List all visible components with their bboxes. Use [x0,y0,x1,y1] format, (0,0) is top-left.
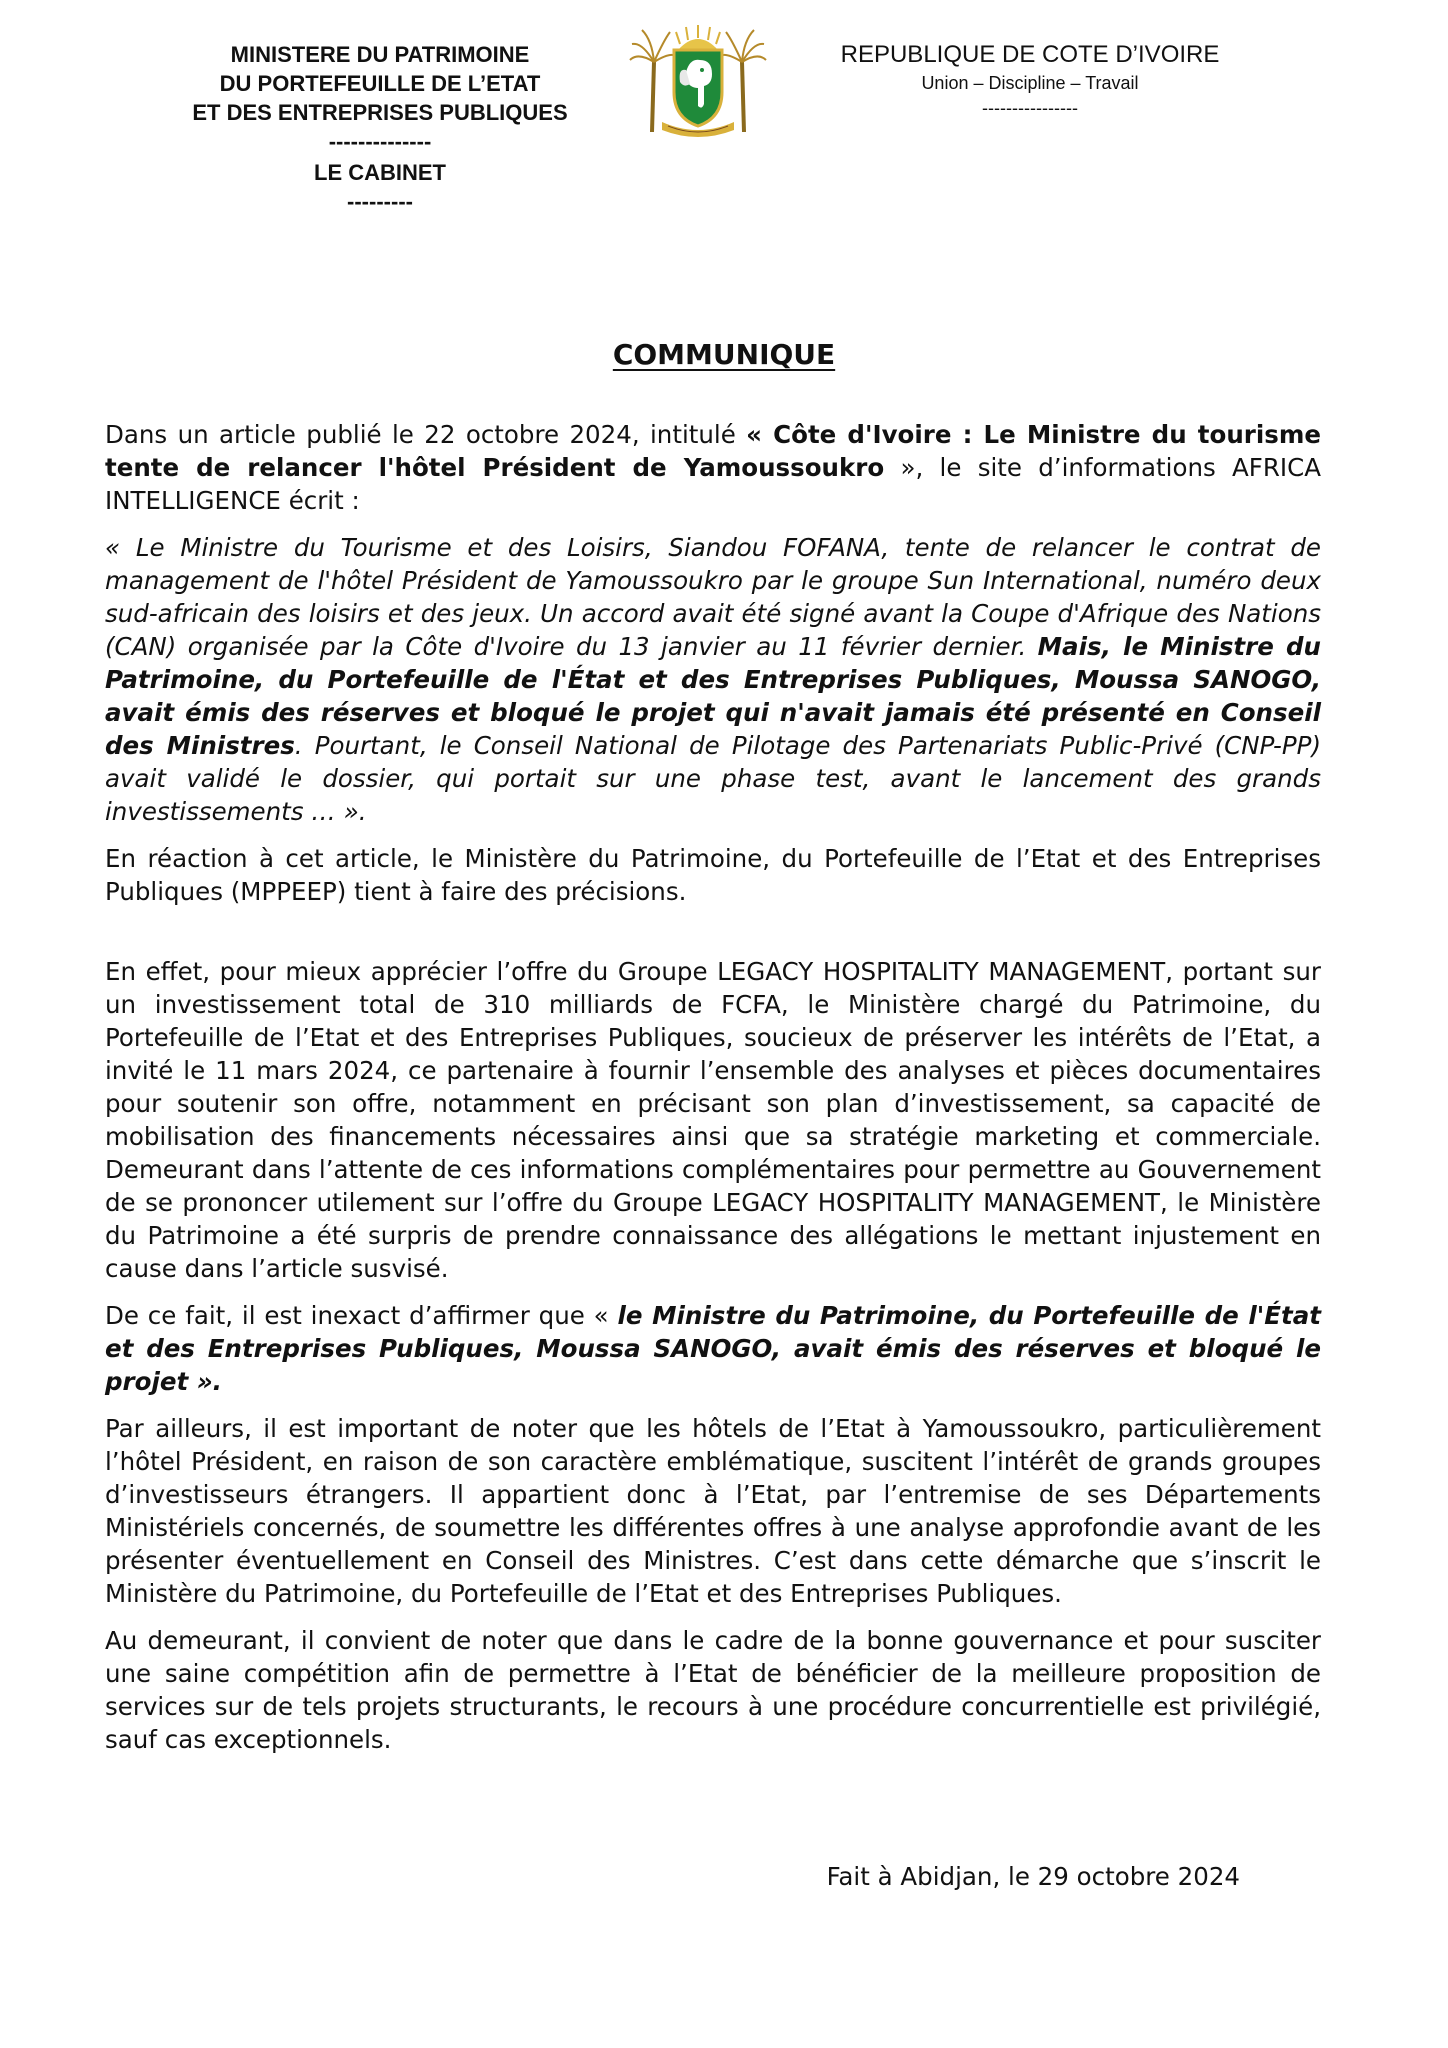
document-body [105,418,1321,1770]
paragraph-3: En réaction à cet article, le Ministère du Patrimoine, du Portefeuille de l’Etat et des Entreprises Publiques (MPPEEP) tient à faire des précisions. [105,844,1321,906]
republic-motto: Union – Discipline – Travail [921,73,1139,93]
paragraph-1-text-a: Dans un article publié le 22 octobre 2024, intitulé [105,420,747,449]
republic-header [820,40,1240,120]
ministry-line-2: DU PORTEFEUILLE DE L’ETAT [219,71,541,96]
article-title: « Côte d'Ivoire : Le Ministre du tourisme tente de relancer l'hôtel Président de Yamoussoukro [105,420,1321,482]
ministry-separator-2: --------- [347,189,413,214]
paragraph-2-bold-claim: Mais, le Ministre du Patrimoine, du Portefeuille de l'État et des Entreprises Publiques, Moussa SANOGO, avait émis des réserves et bloqué le projet qui n'avait jamais été présenté en Conseil des Ministres [105,632,1321,760]
document-title: COMMUNIQUE [612,338,836,371]
paragraph-2-text-c: . Pourtant, le Conseil National de Pilotage des Partenariats Public-Privé (CNP-PP) avait validé le dossier, qui portait sur une phase test, avant le lancement des grands investissements … ». [105,731,1322,826]
ministry-header [140,40,620,216]
ministry-separator-1: -------------- [328,129,432,154]
republic-separator: ---------------- [982,98,1078,118]
paragraph-4: En effet, pour mieux apprécier l’offre du Groupe LEGACY HOSPITALITY MANAGEMENT, portant sur un investissement total de 310 milliards de FCFA, le Ministère chargé du Patrimoine, du Portefeuille de l’Etat et des Entreprises Publiques, soucieux de préserver les intérêts de l’Etat, a invité le 11 mars 2024, ce partenaire à fournir l’ensemble des analyses et pièces documentaires pour soutenir son offre, notamment en précisant son plan d’investissement, sa capacité de mobilisation des financements nécessaires ainsi que sa stratégie marketing et commerciale. Demeurant dans l’attente de ces informations complémentaires pour permettre au Gouvernement de se prononcer utilement sur l’offre du Groupe LEGACY HOSPITALITY MANAGEMENT, le Ministère du Patrimoine a été surpris de prendre connaissance des allégations le mettant injustement en cause dans l’article susvisé. [105,957,1321,1283]
signoff-place-date: Fait à Abidjan, le 29 octobre 2024 [826,1862,1240,1891]
paragraph-5 [105,1299,1321,1398]
republic-name: REPUBLIQUE DE COTE D’IVOIRE [840,41,1220,68]
paragraph-2-quote [105,531,1321,828]
paragraph-5-bold-quote: le Ministre du Patrimoine, du Portefeuille de l'État et des Entreprises Publiques, Moussa SANOGO, avait émis des réserves et bloqué le projet ». [105,1301,1321,1396]
paragraph-7: Au demeurant, il convient de noter que dans le cadre de la bonne gouvernance et pour susciter une saine compétition afin de permettre à l’Etat de bénéficier de la meilleure proposition de services sur de tels projets structurants, le recours à une procédure concurrentielle est privilégié, sauf cas exceptionnels. [105,1626,1321,1754]
paragraph-1-text-c: », le site d’informations AFRICA INTELLIGENCE écrit : [105,453,1321,515]
paragraph-2-text-a: « Le Ministre du Tourisme et des Loisirs, Siandou FOFANA, tente de relancer le contrat de management de l'hôtel Président de Yamoussoukro par le groupe Sun International, numéro deux sud-africain des loisirs et des jeux. Un accord avait été signé avant la Coupe d'Afrique des Nations (CAN) organisée par la Côte d'Ivoire du 13 janvier au 11 février dernier. [105,533,1321,661]
paragraph-5-text-a: De ce fait, il est inexact d’affirmer que « [105,1301,618,1330]
paragraph-1 [105,418,1321,517]
paragraph-6: Par ailleurs, il est important de noter que les hôtels de l’Etat à Yamoussoukro, particulièrement l’hôtel Président, en raison de son caractère emblématique, suscitent l’intérêt de grands groupes d’investisseurs étrangers. Il appartient donc à l’Etat, par l’entremise de ses Départements Ministériels concernés, de soumettre les différentes offres à une analyse approfondie avant de les présenter éventuellement en Conseil des Ministres. C’est dans cette démarche que s’inscrit le Ministère du Patrimoine, du Portefeuille de l’Etat et des Entreprises Publiques. [105,1414,1321,1608]
cabinet-label: LE CABINET [314,160,446,185]
ministry-line-1: MINISTERE DU PATRIMOINE [230,42,530,67]
coat-of-arms-icon [628,22,768,140]
ministry-line-3: ET DES ENTREPRISES PUBLIQUES [192,100,568,125]
